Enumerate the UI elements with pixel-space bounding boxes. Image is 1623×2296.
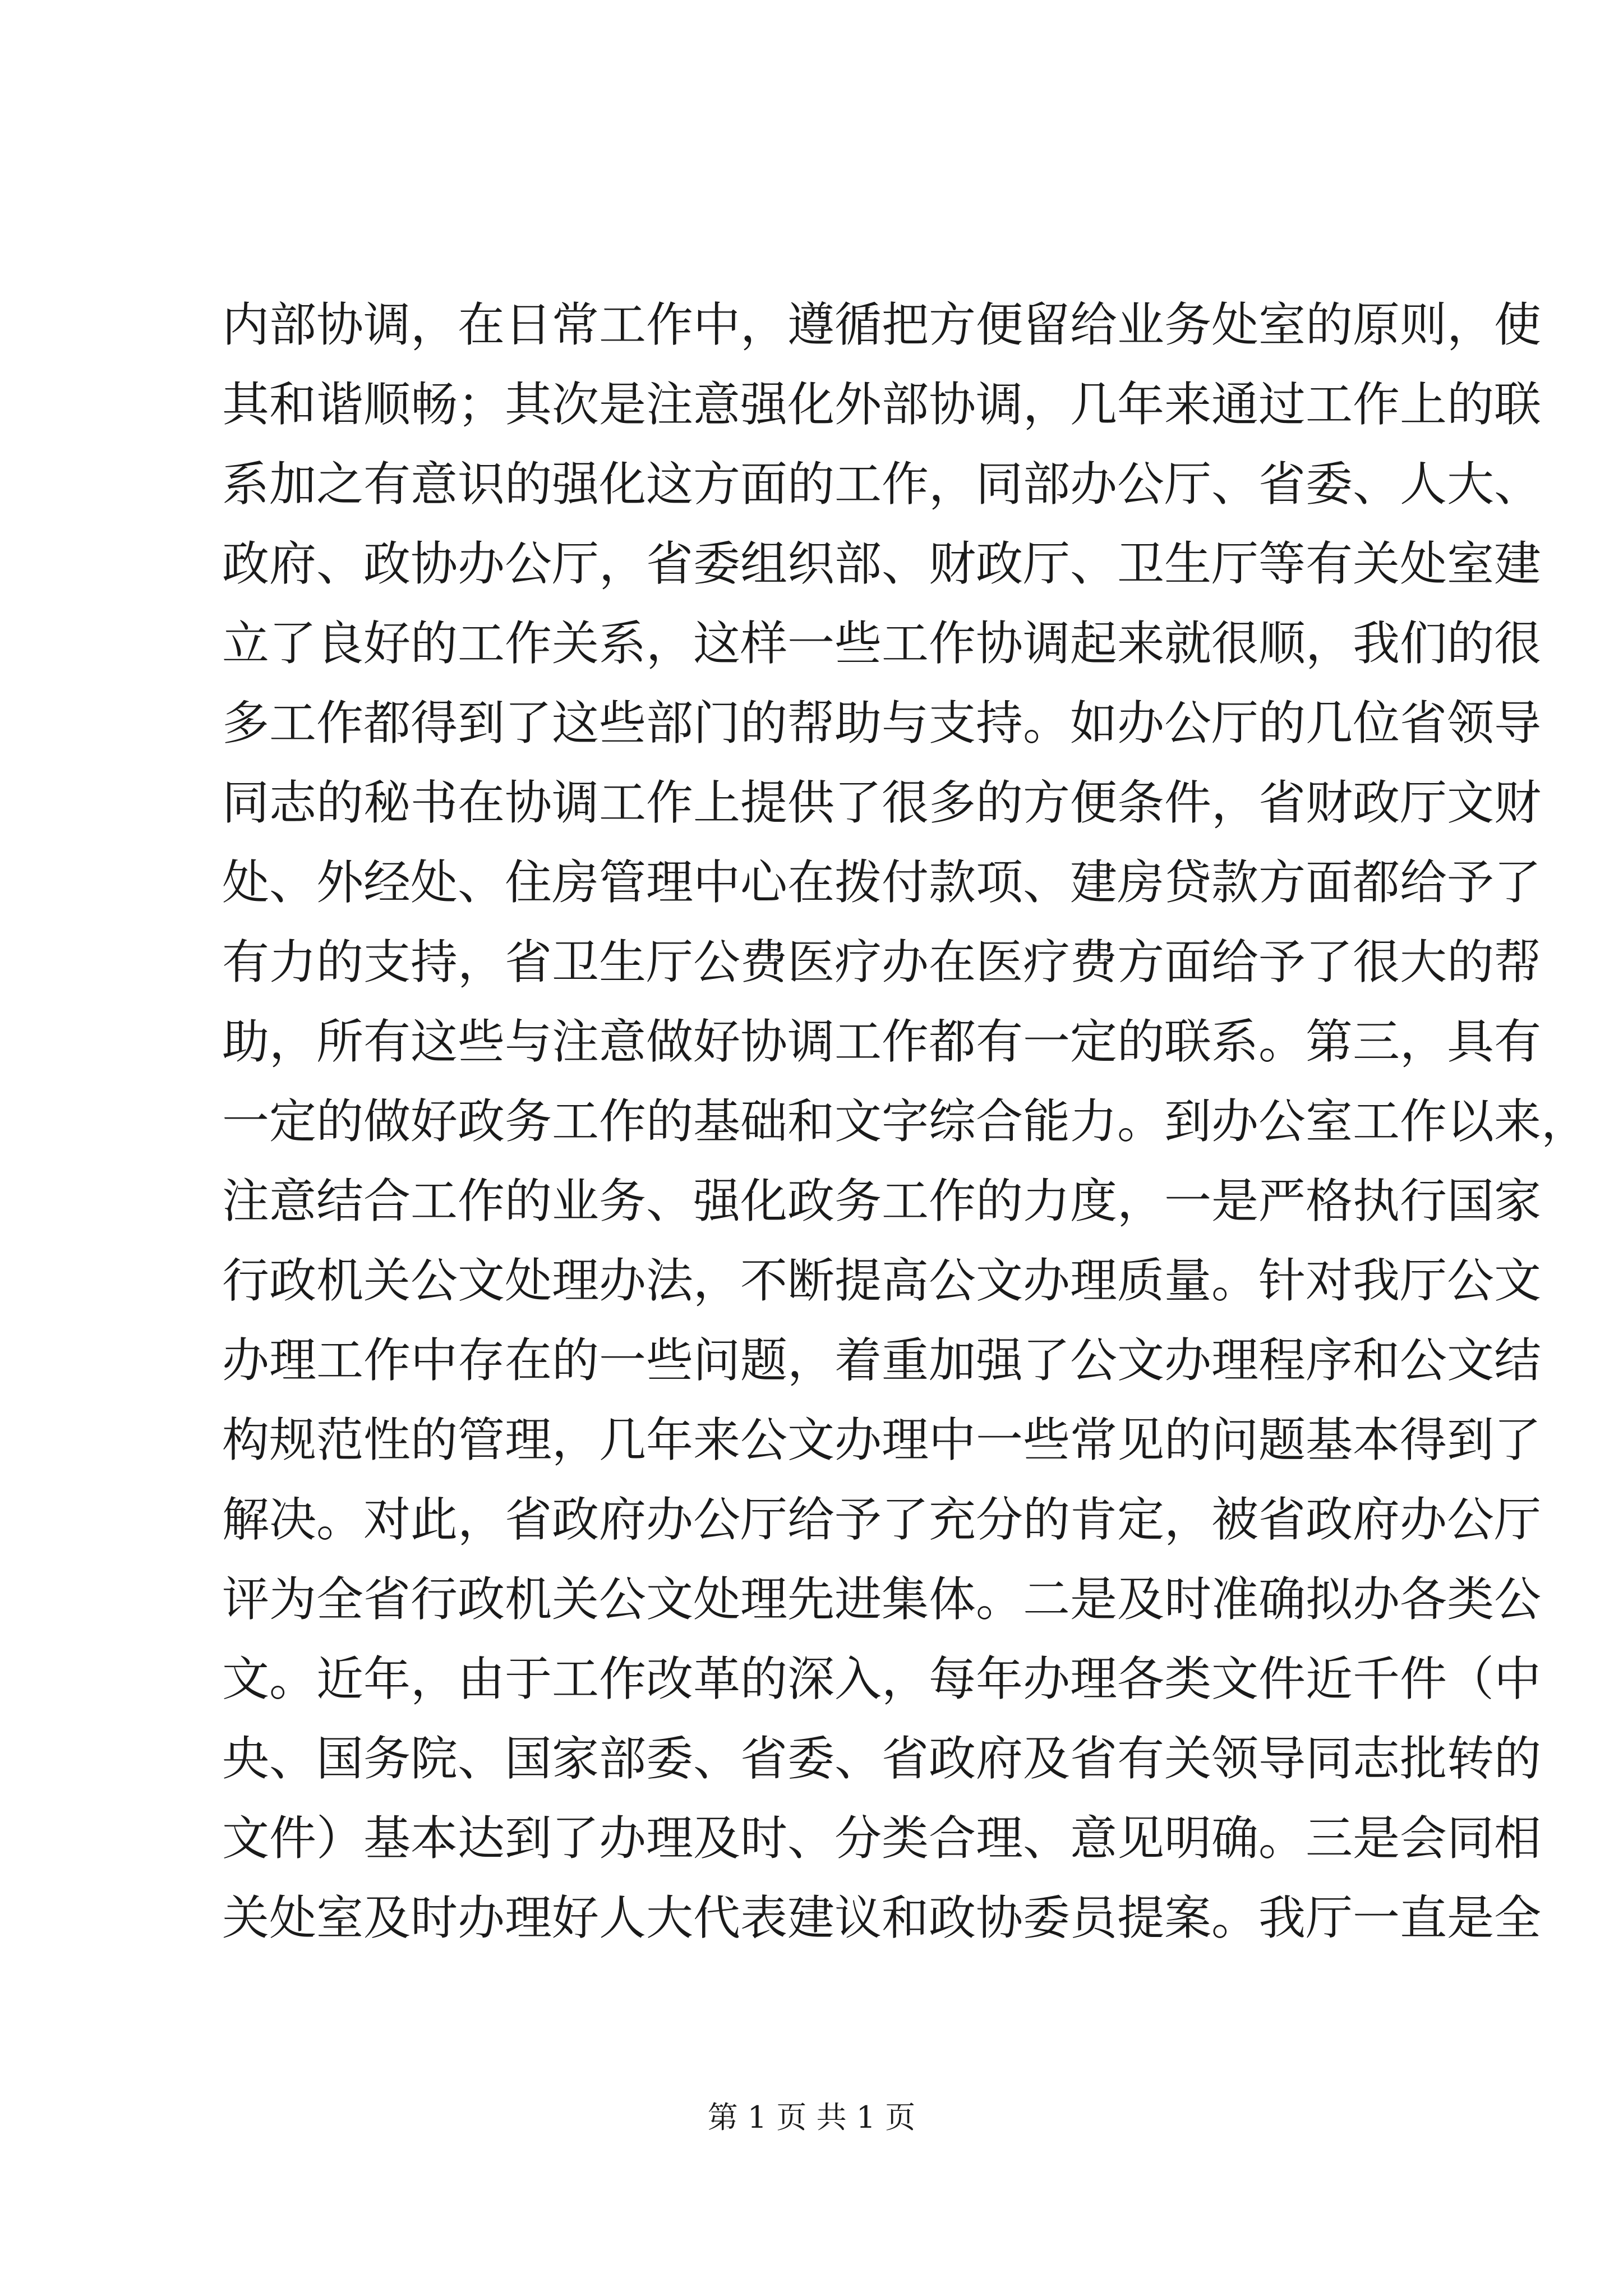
text-line: 注意结合工作的业务、强化政务工作的力度，一是严格执行国家 bbox=[222, 1174, 1542, 1228]
text-line: 系加之有意识的强化这方面的工作，同部办公厅、省委、人大、 bbox=[222, 457, 1542, 512]
text-line: 一定的做好政务工作的基础和文字综合能力。到办公室工作以来， bbox=[222, 1094, 1589, 1149]
text-line: 关处室及时办理好人大代表建议和政协委员提案。我厅一直是全 bbox=[222, 1890, 1542, 1945]
page-footer: 第 1 页 共 1 页 bbox=[707, 2100, 916, 2135]
text-line: 评为全省行政机关公文处理先进集体。二是及时准确拟办各类公 bbox=[222, 1572, 1542, 1627]
text-line: 政府、政协办公厅，省委组织部、财政厅、卫生厅等有关处室建 bbox=[222, 536, 1542, 591]
text-line: 内部协调，在日常工作中，遵循把方便留给业务处室的原则，使 bbox=[222, 297, 1542, 352]
text-line: 行政机关公文处理办法，不断提高公文办理质量。针对我厅公文 bbox=[222, 1253, 1542, 1308]
body-text bbox=[222, 285, 1589, 1958]
text-line: 同志的秘书在协调工作上提供了很多的方便条件，省财政厅文财 bbox=[222, 775, 1542, 830]
text-line: 办理工作中存在的一些问题，着重加强了公文办理程序和公文结 bbox=[222, 1333, 1542, 1388]
text-line: 文件）基本达到了办理及时、分类合理、意见明确。三是会同相 bbox=[222, 1811, 1542, 1866]
text-line: 解决。对此，省政府办公厅给予了充分的肯定，被省政府办公厅 bbox=[222, 1492, 1542, 1547]
text-line: 处、外经处、住房管理中心在拨付款项、建房贷款方面都给予了 bbox=[222, 855, 1542, 910]
text-line: 央、国务院、国家部委、省委、省政府及省有关领导同志批转的 bbox=[222, 1731, 1542, 1786]
text-line: 多工作都得到了这些部门的帮助与支持。如办公厅的几位省领导 bbox=[222, 696, 1542, 751]
text-line: 有力的支持，省卫生厅公费医疗办在医疗费方面给予了很大的帮 bbox=[222, 935, 1542, 990]
text-line: 构规范性的管理，几年来公文办理中一些常见的问题基本得到了 bbox=[222, 1412, 1542, 1467]
text-line: 助，所有这些与注意做好协调工作都有一定的联系。第三，具有 bbox=[222, 1014, 1542, 1069]
text-line: 立了良好的工作关系，这样一些工作协调起来就很顺，我们的很 bbox=[222, 616, 1542, 671]
text-line: 其和谐顺畅；其次是注意强化外部协调，几年来通过工作上的联 bbox=[222, 377, 1542, 432]
text-line: 文。近年，由于工作改革的深入，每年办理各类文件近千件（中 bbox=[222, 1651, 1542, 1706]
